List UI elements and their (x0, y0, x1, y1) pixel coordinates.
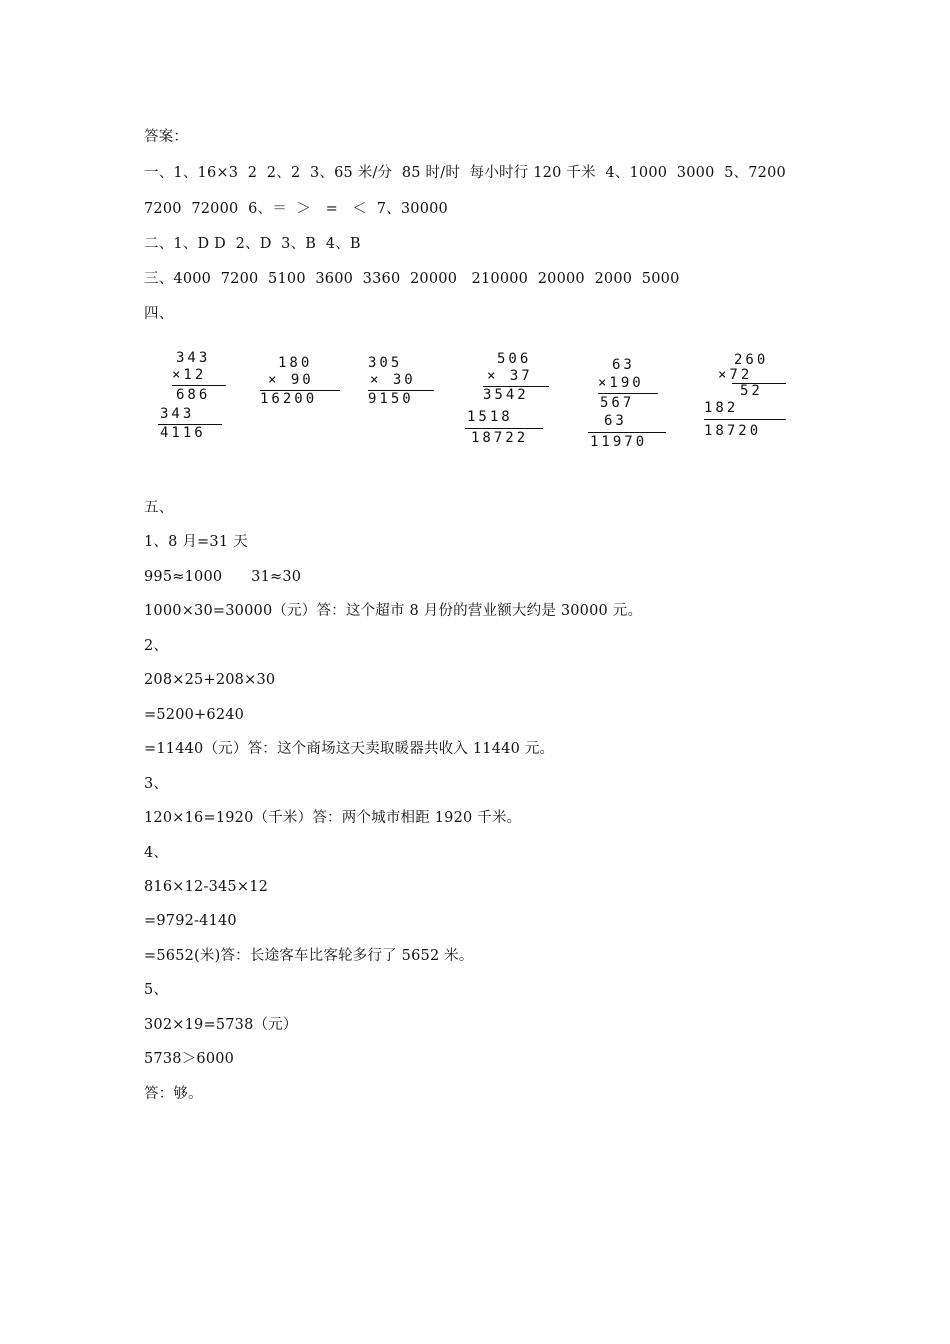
section5-line: =9792-4140 (144, 913, 237, 929)
calc-row: 305 (368, 355, 403, 371)
calc-row: 11970 (590, 434, 648, 450)
calc-row: 16200 (260, 391, 318, 407)
section5-line: 答：够。 (144, 1086, 203, 1102)
section5-line: 120×16=1920（千米）答：两个城市相距 1920 千米。 (144, 810, 522, 826)
calc-rule (598, 393, 658, 394)
calc-row: 182 (704, 400, 739, 416)
section5-line: =5200+6240 (144, 707, 245, 723)
section1-line1: 一、1、16×3 2 2、2 3、65 米/分 85 时/时 每小时行 120 千米 4、1000 3000 5、7200 (144, 165, 786, 181)
section4-heading: 四、 (144, 306, 174, 322)
calc-row: ×190 (598, 375, 644, 391)
section5-line: 302×19=5738（元） (144, 1017, 298, 1033)
answer-heading: 答案： (144, 129, 189, 145)
calc-row: ×72 (718, 367, 753, 383)
calc-row: 567 (600, 395, 635, 411)
calc-row: 260 (734, 352, 769, 368)
calc-row: 343 (160, 406, 195, 422)
section5-heading: 五、 (144, 500, 174, 516)
calc-row: 3542 (483, 387, 529, 403)
calc-rule (704, 419, 786, 420)
calc-row: 63 (612, 357, 635, 373)
section5-line: 5738＞6000 (144, 1051, 235, 1067)
calc-rule (588, 432, 666, 433)
calc-row: 63 (604, 413, 627, 429)
calc-rule (172, 385, 226, 386)
section5-line: 2、 (144, 638, 169, 654)
section5-line: 995≈1000 31≈30 (144, 569, 302, 585)
section5-line: 4、 (144, 845, 169, 861)
calc-row: × 30 (370, 372, 416, 388)
calc-row: ×12 (172, 367, 207, 383)
section5-line: 816×12-345×12 (144, 879, 269, 895)
calc-row: 343 (176, 350, 211, 366)
section5-line: 1、8 月=31 天 (144, 534, 248, 550)
calc-row: 4116 (160, 425, 206, 441)
calc-row: 1518 (467, 409, 513, 425)
section3-line: 三、4000 7200 5100 3600 3360 20000 210000 20000 2000 5000 (144, 271, 680, 287)
calc-row: 686 (176, 387, 211, 403)
section5-line: 5、 (144, 982, 169, 998)
section1-line2: 7200 72000 6、＝ ＞ = ＜ 7、30000 (144, 201, 448, 217)
calc-row: 180 (278, 355, 313, 371)
calc-row: 52 (740, 383, 763, 399)
section5-line: =5652(米)答：长途客车比客轮多行了 5652 米。 (144, 948, 474, 964)
section5-line: 1000×30=30000（元）答：这个超市 8 月份的营业额大约是 30000 元。 (144, 603, 643, 619)
section5-line: 208×25+208×30 (144, 672, 276, 688)
calc-row: 18720 (704, 423, 762, 439)
calc-row: × 37 (487, 368, 533, 384)
calc-rule (465, 428, 543, 429)
calc-row: × 90 (268, 372, 314, 388)
calc-row: 506 (497, 351, 532, 367)
section2-line: 二、1、D D 2、D 3、B 4、B (144, 236, 361, 252)
section5-line: =11440（元）答：这个商场这天卖取暖器共收入 11440 元。 (144, 741, 555, 757)
calc-row: 9150 (368, 391, 414, 407)
section5-line: 3、 (144, 776, 169, 792)
calc-row: 18722 (471, 430, 529, 446)
